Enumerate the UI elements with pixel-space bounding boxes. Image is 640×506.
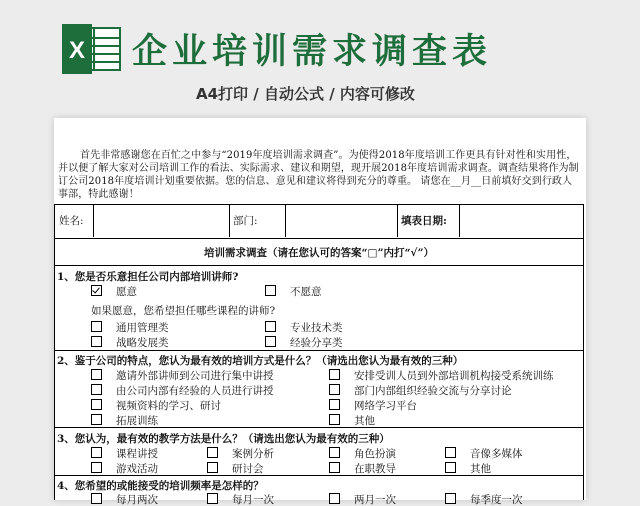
checkbox-icon[interactable] xyxy=(91,321,102,332)
excel-icon xyxy=(60,24,124,74)
q1-option-willing[interactable]: 愿意 xyxy=(91,285,137,298)
q2-option-3[interactable]: 由公司内部有经验的人员进行讲授 xyxy=(91,384,274,397)
question-2: 2、鉴于公司的特点，您认为最有效的培训方式是什么？（请选出您认为最有效的三种） xyxy=(57,355,464,367)
q3-option-6[interactable]: 研讨会 xyxy=(207,462,264,475)
q2-option-8[interactable]: 其他 xyxy=(329,414,375,427)
q3-option-2[interactable]: 案例分析 xyxy=(207,447,274,460)
q1-option-unwilling[interactable]: 不愿意 xyxy=(265,285,322,298)
checkbox-icon[interactable] xyxy=(91,493,102,504)
checkbox-icon[interactable] xyxy=(329,447,340,458)
dept-field[interactable] xyxy=(285,205,397,237)
survey-heading: 培训需求调查（请在您认可的答案“□”内打“√”） xyxy=(204,247,434,259)
checkbox-icon[interactable] xyxy=(91,447,102,458)
checkbox-icon[interactable] xyxy=(207,462,218,473)
checkbox-icon[interactable] xyxy=(91,384,102,395)
q4-option-4[interactable]: 每季度一次 xyxy=(445,493,523,506)
document-page xyxy=(54,118,586,506)
checkbox-checked-icon[interactable] xyxy=(91,285,102,296)
checkbox-icon[interactable] xyxy=(91,336,102,347)
checkbox-icon[interactable] xyxy=(329,399,340,410)
q3-option-8[interactable]: 其他 xyxy=(445,462,491,475)
intro-paragraph: 首先非常感谢您在百忙之中参与“2019年度培训需求调查”。为使得2018年度培训工作更具有针对性和实用性，并以便了解大家对公司培训工作的看法、实际需求、建议和期望，现开展2018年度培训需求调查。调查结果将作为制订公司2018年度培训计划重要依据。您的信息、意见和建议将得到充分的尊重。 请您在__月__日前填好交到行政人事部，特此感谢！ xyxy=(58,150,579,200)
checkbox-icon[interactable] xyxy=(445,462,456,473)
checkbox-icon[interactable] xyxy=(265,336,276,347)
q2-option-6[interactable]: 网络学习平台 xyxy=(329,399,417,412)
question-4: 4、您希望的或能接受的培训频率是怎样的？ xyxy=(57,480,264,492)
checkbox-icon[interactable] xyxy=(265,321,276,332)
checkbox-icon[interactable] xyxy=(265,285,276,296)
checkbox-icon[interactable] xyxy=(91,399,102,410)
q2-option-1[interactable]: 邀请外部讲师到公司进行集中讲授 xyxy=(91,369,274,382)
q3-option-3[interactable]: 角色扮演 xyxy=(329,447,396,460)
page-title: 企业培训需求调查表 xyxy=(132,32,493,72)
q1-followup: 如果愿意，您希望担任哪些课程的讲师? xyxy=(91,305,276,317)
q2-option-7[interactable]: 拓展训练 xyxy=(91,414,158,427)
checkbox-icon[interactable] xyxy=(329,384,340,395)
header-banner xyxy=(0,0,640,118)
dept-label: 部门: xyxy=(233,215,258,227)
checkbox-icon[interactable] xyxy=(329,369,340,380)
checkbox-icon[interactable] xyxy=(445,447,456,458)
svg-text:X: X xyxy=(68,37,86,64)
q4-option-3[interactable]: 两月一次 xyxy=(329,493,396,506)
question-3: 3、您认为，最有效的教学方法是什么？（请选出您认为最有效的三种） xyxy=(57,433,390,445)
name-field[interactable] xyxy=(93,205,229,237)
checkbox-icon[interactable] xyxy=(207,493,218,504)
survey-table xyxy=(54,204,584,506)
checkbox-icon[interactable] xyxy=(91,414,102,425)
question-1: 1、您是否乐意担任公司内部培训讲师? xyxy=(57,271,239,283)
checkbox-icon[interactable] xyxy=(207,447,218,458)
q1-course-strategy[interactable]: 战略发展类 xyxy=(91,336,169,349)
checkbox-icon[interactable] xyxy=(329,493,340,504)
q3-option-4[interactable]: 音像多媒体 xyxy=(445,447,523,460)
date-label: 填表日期: xyxy=(401,215,447,227)
checkbox-icon[interactable] xyxy=(445,493,456,504)
q3-option-1[interactable]: 课程讲授 xyxy=(91,447,158,460)
date-field[interactable] xyxy=(459,205,583,237)
q2-option-2[interactable]: 安排受训人员到外部培训机构接受系统训练 xyxy=(329,369,554,382)
info-row xyxy=(55,205,583,239)
q4-option-2[interactable]: 每月一次 xyxy=(207,493,274,506)
checkbox-icon[interactable] xyxy=(329,462,340,473)
q3-option-7[interactable]: 在职教导 xyxy=(329,462,396,475)
q2-option-5[interactable]: 视频资料的学习、研讨 xyxy=(91,399,221,412)
checkbox-icon[interactable] xyxy=(91,462,102,473)
q3-option-5[interactable]: 游戏活动 xyxy=(91,462,158,475)
checkbox-icon[interactable] xyxy=(329,414,340,425)
page-subtitle: A4打印 / 自动公式 / 内容可修改 xyxy=(196,85,415,103)
checkbox-icon[interactable] xyxy=(91,369,102,380)
q1-course-general[interactable]: 通用管理类 xyxy=(91,321,169,334)
q4-option-1[interactable]: 每月两次 xyxy=(91,493,158,506)
q1-course-experience[interactable]: 经验分享类 xyxy=(265,336,343,349)
q1-course-technical[interactable]: 专业技术类 xyxy=(265,321,343,334)
q2-option-4[interactable]: 部门内部组织经验交流与分享讨论 xyxy=(329,384,512,397)
name-label: 姓名: xyxy=(59,215,84,227)
